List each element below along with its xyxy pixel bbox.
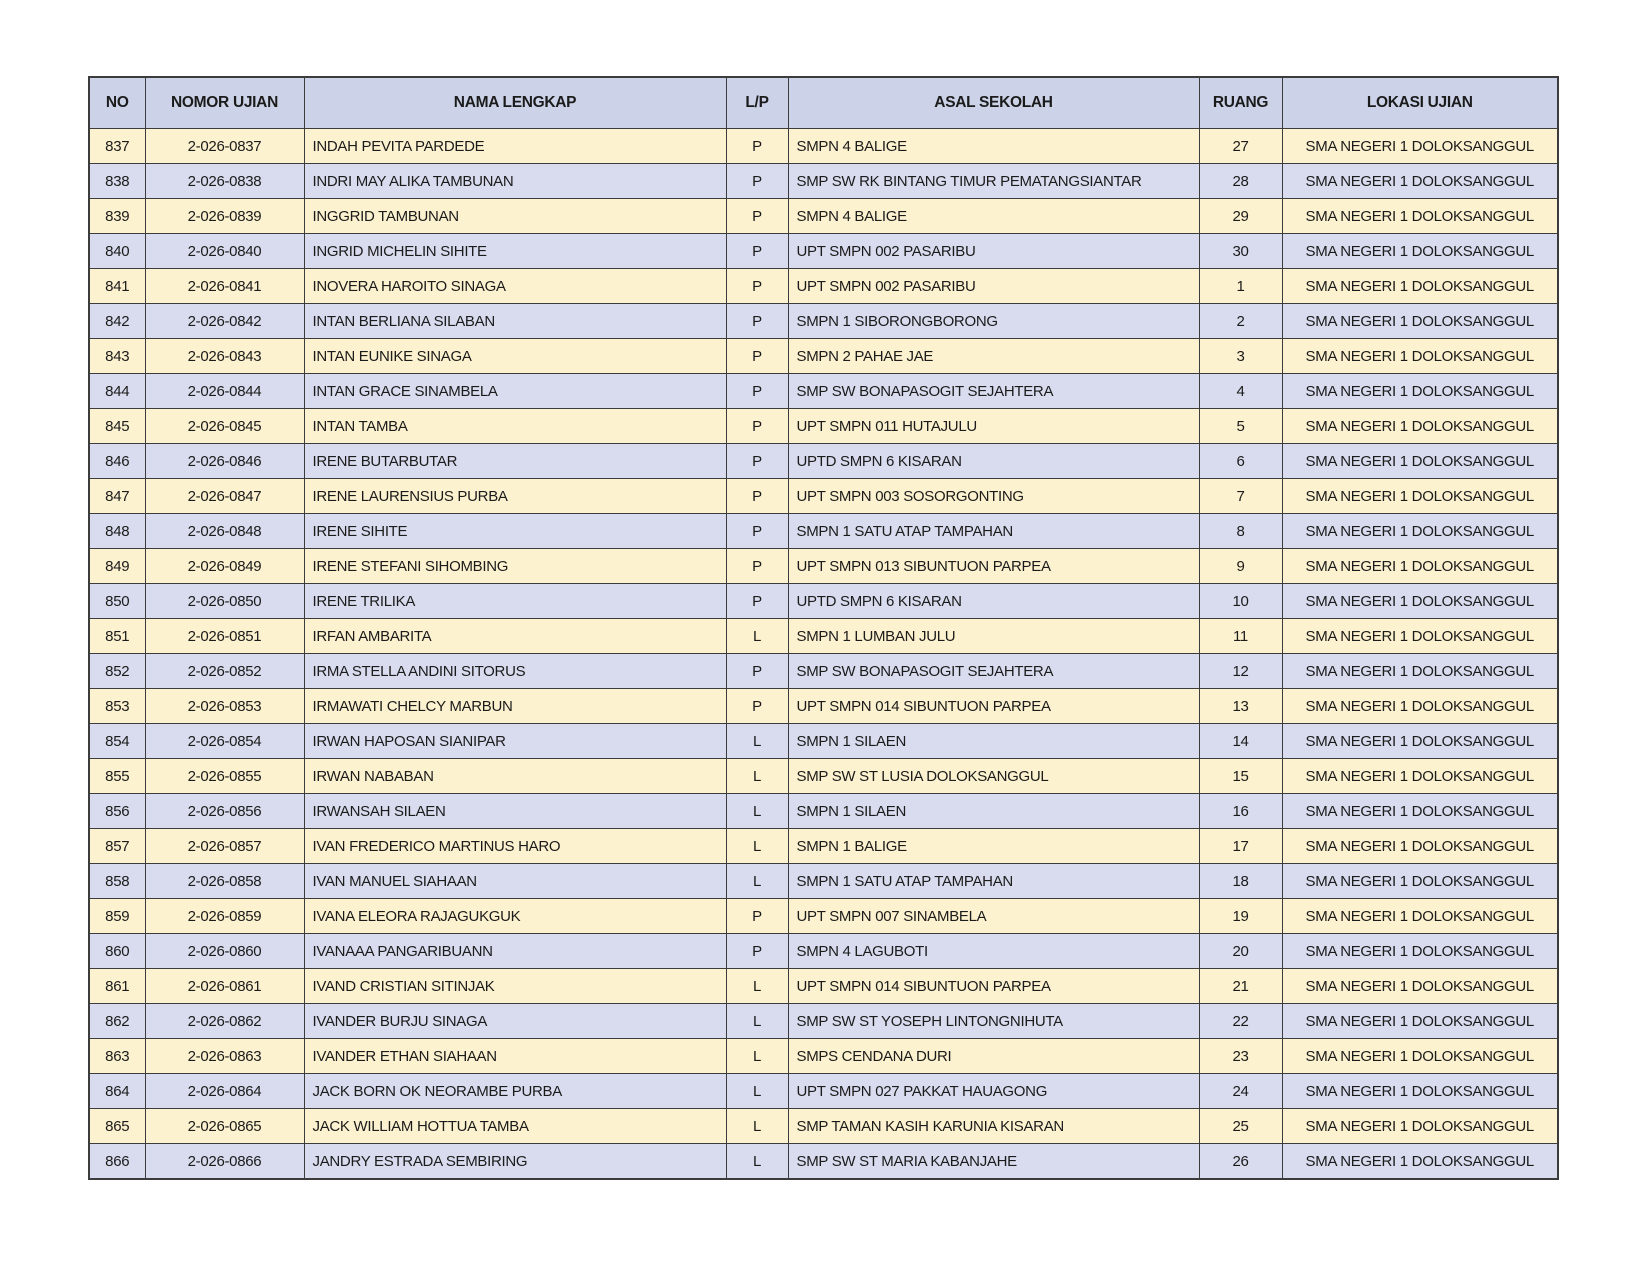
cell-sekolah: UPT SMPN 002 PASARIBU [788, 269, 1199, 304]
cell-lp: P [726, 129, 788, 164]
cell-sekolah: SMPN 1 SILAEN [788, 794, 1199, 829]
exam-participant-table [88, 76, 1559, 1180]
cell-ruang: 19 [1199, 899, 1282, 934]
cell-no: 866 [89, 1144, 145, 1180]
cell-ruang: 13 [1199, 689, 1282, 724]
cell-sekolah: SMP TAMAN KASIH KARUNIA KISARAN [788, 1109, 1199, 1144]
cell-ruang: 28 [1199, 164, 1282, 199]
cell-nomor: 2-026-0849 [145, 549, 304, 584]
cell-sekolah: SMPN 1 SATU ATAP TAMPAHAN [788, 864, 1199, 899]
cell-no: 843 [89, 339, 145, 374]
cell-ruang: 20 [1199, 934, 1282, 969]
cell-nomor: 2-026-0857 [145, 829, 304, 864]
cell-nama: IVANDER ETHAN SIAHAAN [304, 1039, 726, 1074]
cell-lokasi: SMA NEGERI 1 DOLOKSANGGUL [1282, 619, 1558, 654]
table-row [89, 514, 1558, 549]
cell-no: 861 [89, 969, 145, 1004]
cell-ruang: 4 [1199, 374, 1282, 409]
cell-nomor: 2-026-0842 [145, 304, 304, 339]
table-row [89, 584, 1558, 619]
cell-nomor: 2-026-0860 [145, 934, 304, 969]
cell-no: 857 [89, 829, 145, 864]
cell-lp: P [726, 479, 788, 514]
cell-lokasi: SMA NEGERI 1 DOLOKSANGGUL [1282, 584, 1558, 619]
cell-sekolah: UPT SMPN 013 SIBUNTUON PARPEA [788, 549, 1199, 584]
cell-nama: IVAND CRISTIAN SITINJAK [304, 969, 726, 1004]
cell-lokasi: SMA NEGERI 1 DOLOKSANGGUL [1282, 549, 1558, 584]
cell-lokasi: SMA NEGERI 1 DOLOKSANGGUL [1282, 234, 1558, 269]
cell-lp: P [726, 374, 788, 409]
cell-lokasi: SMA NEGERI 1 DOLOKSANGGUL [1282, 724, 1558, 759]
cell-lp: P [726, 654, 788, 689]
cell-ruang: 11 [1199, 619, 1282, 654]
cell-no: 864 [89, 1074, 145, 1109]
cell-lokasi: SMA NEGERI 1 DOLOKSANGGUL [1282, 759, 1558, 794]
cell-nomor: 2-026-0847 [145, 479, 304, 514]
cell-nama: IRENE TRILIKA [304, 584, 726, 619]
cell-sekolah: UPT SMPN 007 SINAMBELA [788, 899, 1199, 934]
cell-nama: INGGRID TAMBUNAN [304, 199, 726, 234]
cell-no: 862 [89, 1004, 145, 1039]
cell-lp: P [726, 199, 788, 234]
table-row [89, 829, 1558, 864]
column-header-nama: NAMA LENGKAP [304, 77, 726, 129]
cell-nama: INGRID MICHELIN SIHITE [304, 234, 726, 269]
cell-lokasi: SMA NEGERI 1 DOLOKSANGGUL [1282, 899, 1558, 934]
table-row [89, 794, 1558, 829]
cell-no: 845 [89, 409, 145, 444]
column-header-lp: L/P [726, 77, 788, 129]
cell-lp: L [726, 1039, 788, 1074]
cell-nama: JACK BORN OK NEORAMBE PURBA [304, 1074, 726, 1109]
cell-lokasi: SMA NEGERI 1 DOLOKSANGGUL [1282, 129, 1558, 164]
table-row [89, 129, 1558, 164]
cell-nama: IRWAN HAPOSAN SIANIPAR [304, 724, 726, 759]
cell-no: 852 [89, 654, 145, 689]
cell-lokasi: SMA NEGERI 1 DOLOKSANGGUL [1282, 304, 1558, 339]
table-row [89, 339, 1558, 374]
cell-lp: P [726, 234, 788, 269]
cell-nomor: 2-026-0855 [145, 759, 304, 794]
table-body [89, 129, 1558, 1180]
cell-lokasi: SMA NEGERI 1 DOLOKSANGGUL [1282, 864, 1558, 899]
cell-ruang: 7 [1199, 479, 1282, 514]
cell-nama: INTAN BERLIANA SILABAN [304, 304, 726, 339]
cell-sekolah: UPT SMPN 027 PAKKAT HAUAGONG [788, 1074, 1199, 1109]
cell-sekolah: UPT SMPN 003 SOSORGONTING [788, 479, 1199, 514]
cell-ruang: 12 [1199, 654, 1282, 689]
cell-sekolah: UPT SMPN 014 SIBUNTUON PARPEA [788, 969, 1199, 1004]
table-row [89, 1144, 1558, 1180]
cell-no: 855 [89, 759, 145, 794]
cell-lokasi: SMA NEGERI 1 DOLOKSANGGUL [1282, 1109, 1558, 1144]
cell-lp: P [726, 689, 788, 724]
cell-nomor: 2-026-0844 [145, 374, 304, 409]
cell-ruang: 22 [1199, 1004, 1282, 1039]
cell-lp: P [726, 304, 788, 339]
cell-nomor: 2-026-0852 [145, 654, 304, 689]
cell-nama: INTAN GRACE SINAMBELA [304, 374, 726, 409]
cell-lp: L [726, 724, 788, 759]
table-row [89, 1004, 1558, 1039]
cell-sekolah: SMPN 1 LUMBAN JULU [788, 619, 1199, 654]
cell-nomor: 2-026-0846 [145, 444, 304, 479]
cell-lokasi: SMA NEGERI 1 DOLOKSANGGUL [1282, 1144, 1558, 1180]
cell-nomor: 2-026-0843 [145, 339, 304, 374]
cell-lp: L [726, 1004, 788, 1039]
cell-nama: IRWAN NABABAN [304, 759, 726, 794]
table-row [89, 444, 1558, 479]
cell-sekolah: SMP SW RK BINTANG TIMUR PEMATANGSIANTAR [788, 164, 1199, 199]
cell-lokasi: SMA NEGERI 1 DOLOKSANGGUL [1282, 1004, 1558, 1039]
cell-sekolah: SMPN 4 BALIGE [788, 199, 1199, 234]
cell-lp: P [726, 339, 788, 374]
table-row [89, 479, 1558, 514]
cell-lp: P [726, 549, 788, 584]
cell-no: 844 [89, 374, 145, 409]
cell-no: 840 [89, 234, 145, 269]
cell-sekolah: SMPS CENDANA DURI [788, 1039, 1199, 1074]
cell-lokasi: SMA NEGERI 1 DOLOKSANGGUL [1282, 794, 1558, 829]
cell-nomor: 2-026-0841 [145, 269, 304, 304]
cell-nomor: 2-026-0840 [145, 234, 304, 269]
table-row [89, 409, 1558, 444]
cell-no: 865 [89, 1109, 145, 1144]
cell-nomor: 2-026-0859 [145, 899, 304, 934]
cell-nama: IVANDER BURJU SINAGA [304, 1004, 726, 1039]
table-row [89, 234, 1558, 269]
cell-sekolah: SMPN 1 SILAEN [788, 724, 1199, 759]
cell-nomor: 2-026-0863 [145, 1039, 304, 1074]
table-row [89, 864, 1558, 899]
column-header-lokasi: LOKASI UJIAN [1282, 77, 1558, 129]
cell-ruang: 15 [1199, 759, 1282, 794]
cell-ruang: 3 [1199, 339, 1282, 374]
table-row [89, 164, 1558, 199]
cell-ruang: 26 [1199, 1144, 1282, 1180]
cell-no: 856 [89, 794, 145, 829]
cell-nomor: 2-026-0845 [145, 409, 304, 444]
cell-ruang: 16 [1199, 794, 1282, 829]
cell-lp: P [726, 514, 788, 549]
cell-sekolah: SMPN 1 SATU ATAP TAMPAHAN [788, 514, 1199, 549]
table-row [89, 934, 1558, 969]
cell-lokasi: SMA NEGERI 1 DOLOKSANGGUL [1282, 409, 1558, 444]
cell-nama: INDRI MAY ALIKA TAMBUNAN [304, 164, 726, 199]
cell-no: 837 [89, 129, 145, 164]
cell-nomor: 2-026-0858 [145, 864, 304, 899]
cell-nomor: 2-026-0839 [145, 199, 304, 234]
cell-nama: INOVERA HAROITO SINAGA [304, 269, 726, 304]
table-row [89, 269, 1558, 304]
column-header-no: NO [89, 77, 145, 129]
cell-nomor: 2-026-0851 [145, 619, 304, 654]
cell-no: 849 [89, 549, 145, 584]
cell-ruang: 25 [1199, 1109, 1282, 1144]
cell-nama: IVANAAA PANGARIBUANN [304, 934, 726, 969]
cell-lp: L [726, 1074, 788, 1109]
cell-ruang: 10 [1199, 584, 1282, 619]
cell-lokasi: SMA NEGERI 1 DOLOKSANGGUL [1282, 1039, 1558, 1074]
cell-ruang: 24 [1199, 1074, 1282, 1109]
cell-nama: INDAH PEVITA PARDEDE [304, 129, 726, 164]
cell-sekolah: SMP SW ST YOSEPH LINTONGNIHUTA [788, 1004, 1199, 1039]
cell-lokasi: SMA NEGERI 1 DOLOKSANGGUL [1282, 1074, 1558, 1109]
cell-nama: JANDRY ESTRADA SEMBIRING [304, 1144, 726, 1180]
cell-nama: IRMAWATI CHELCY MARBUN [304, 689, 726, 724]
table-row [89, 199, 1558, 234]
cell-sekolah: SMP SW ST MARIA KABANJAHE [788, 1144, 1199, 1180]
cell-sekolah: SMPN 4 BALIGE [788, 129, 1199, 164]
cell-ruang: 2 [1199, 304, 1282, 339]
cell-no: 859 [89, 899, 145, 934]
cell-lp: L [726, 864, 788, 899]
cell-nomor: 2-026-0838 [145, 164, 304, 199]
cell-no: 858 [89, 864, 145, 899]
cell-lp: P [726, 934, 788, 969]
cell-nama: IRENE SIHITE [304, 514, 726, 549]
cell-sekolah: UPTD SMPN 6 KISARAN [788, 584, 1199, 619]
cell-sekolah: UPT SMPN 002 PASARIBU [788, 234, 1199, 269]
cell-no: 842 [89, 304, 145, 339]
cell-lp: L [726, 1109, 788, 1144]
cell-lp: P [726, 409, 788, 444]
table-header-row [89, 77, 1558, 129]
cell-nama: IRENE LAURENSIUS PURBA [304, 479, 726, 514]
cell-sekolah: SMP SW ST LUSIA DOLOKSANGGUL [788, 759, 1199, 794]
cell-ruang: 8 [1199, 514, 1282, 549]
cell-nama: JACK WILLIAM HOTTUA TAMBA [304, 1109, 726, 1144]
cell-ruang: 1 [1199, 269, 1282, 304]
cell-lokasi: SMA NEGERI 1 DOLOKSANGGUL [1282, 689, 1558, 724]
cell-ruang: 9 [1199, 549, 1282, 584]
column-header-ruang: RUANG [1199, 77, 1282, 129]
table-row [89, 724, 1558, 759]
cell-lokasi: SMA NEGERI 1 DOLOKSANGGUL [1282, 479, 1558, 514]
cell-nomor: 2-026-0862 [145, 1004, 304, 1039]
column-header-sekolah: ASAL SEKOLAH [788, 77, 1199, 129]
table-row [89, 1074, 1558, 1109]
cell-sekolah: SMP SW BONAPASOGIT SEJAHTERA [788, 654, 1199, 689]
cell-ruang: 6 [1199, 444, 1282, 479]
cell-nama: INTAN EUNIKE SINAGA [304, 339, 726, 374]
cell-nama: IRMA STELLA ANDINI SITORUS [304, 654, 726, 689]
cell-lp: P [726, 444, 788, 479]
cell-nomor: 2-026-0848 [145, 514, 304, 549]
cell-sekolah: UPTD SMPN 6 KISARAN [788, 444, 1199, 479]
cell-ruang: 27 [1199, 129, 1282, 164]
cell-nomor: 2-026-0854 [145, 724, 304, 759]
cell-no: 838 [89, 164, 145, 199]
cell-ruang: 14 [1199, 724, 1282, 759]
cell-no: 846 [89, 444, 145, 479]
cell-nomor: 2-026-0837 [145, 129, 304, 164]
cell-no: 860 [89, 934, 145, 969]
cell-lp: P [726, 899, 788, 934]
cell-lokasi: SMA NEGERI 1 DOLOKSANGGUL [1282, 934, 1558, 969]
table-row [89, 1109, 1558, 1144]
cell-ruang: 18 [1199, 864, 1282, 899]
cell-sekolah: SMPN 2 PAHAE JAE [788, 339, 1199, 374]
cell-no: 848 [89, 514, 145, 549]
cell-no: 851 [89, 619, 145, 654]
table-row [89, 1039, 1558, 1074]
cell-nomor: 2-026-0865 [145, 1109, 304, 1144]
column-header-nomor: NOMOR UJIAN [145, 77, 304, 129]
cell-lp: L [726, 1144, 788, 1180]
cell-no: 853 [89, 689, 145, 724]
table-row [89, 899, 1558, 934]
cell-lp: P [726, 164, 788, 199]
cell-ruang: 23 [1199, 1039, 1282, 1074]
cell-sekolah: SMPN 1 SIBORONGBORONG [788, 304, 1199, 339]
table-row [89, 304, 1558, 339]
cell-no: 854 [89, 724, 145, 759]
cell-nama: IVAN FREDERICO MARTINUS HARO [304, 829, 726, 864]
cell-lp: P [726, 269, 788, 304]
cell-lp: L [726, 969, 788, 1004]
cell-nama: IVAN MANUEL SIAHAAN [304, 864, 726, 899]
cell-nomor: 2-026-0861 [145, 969, 304, 1004]
cell-nama: IVANA ELEORA RAJAGUKGUK [304, 899, 726, 934]
cell-ruang: 21 [1199, 969, 1282, 1004]
cell-sekolah: SMPN 1 BALIGE [788, 829, 1199, 864]
cell-lokasi: SMA NEGERI 1 DOLOKSANGGUL [1282, 164, 1558, 199]
table-header [89, 77, 1558, 129]
cell-ruang: 29 [1199, 199, 1282, 234]
table-row [89, 759, 1558, 794]
cell-nama: IRFAN AMBARITA [304, 619, 726, 654]
cell-nomor: 2-026-0850 [145, 584, 304, 619]
table-row [89, 619, 1558, 654]
cell-lokasi: SMA NEGERI 1 DOLOKSANGGUL [1282, 269, 1558, 304]
cell-lokasi: SMA NEGERI 1 DOLOKSANGGUL [1282, 654, 1558, 689]
cell-lokasi: SMA NEGERI 1 DOLOKSANGGUL [1282, 444, 1558, 479]
cell-lp: L [726, 829, 788, 864]
cell-ruang: 30 [1199, 234, 1282, 269]
table-row [89, 654, 1558, 689]
cell-nama: IRWANSAH SILAEN [304, 794, 726, 829]
cell-no: 847 [89, 479, 145, 514]
cell-lp: P [726, 584, 788, 619]
cell-sekolah: UPT SMPN 011 HUTAJULU [788, 409, 1199, 444]
cell-sekolah: UPT SMPN 014 SIBUNTUON PARPEA [788, 689, 1199, 724]
cell-sekolah: SMP SW BONAPASOGIT SEJAHTERA [788, 374, 1199, 409]
cell-lokasi: SMA NEGERI 1 DOLOKSANGGUL [1282, 829, 1558, 864]
table-row [89, 374, 1558, 409]
cell-no: 841 [89, 269, 145, 304]
cell-nama: IRENE STEFANI SIHOMBING [304, 549, 726, 584]
cell-lokasi: SMA NEGERI 1 DOLOKSANGGUL [1282, 969, 1558, 1004]
cell-nama: INTAN TAMBA [304, 409, 726, 444]
table-row [89, 969, 1558, 1004]
cell-lokasi: SMA NEGERI 1 DOLOKSANGGUL [1282, 339, 1558, 374]
cell-ruang: 17 [1199, 829, 1282, 864]
cell-nomor: 2-026-0853 [145, 689, 304, 724]
cell-lokasi: SMA NEGERI 1 DOLOKSANGGUL [1282, 374, 1558, 409]
cell-lokasi: SMA NEGERI 1 DOLOKSANGGUL [1282, 199, 1558, 234]
cell-lp: L [726, 619, 788, 654]
cell-ruang: 5 [1199, 409, 1282, 444]
cell-lp: L [726, 794, 788, 829]
cell-lokasi: SMA NEGERI 1 DOLOKSANGGUL [1282, 514, 1558, 549]
cell-no: 850 [89, 584, 145, 619]
cell-no: 863 [89, 1039, 145, 1074]
table-row [89, 689, 1558, 724]
cell-sekolah: SMPN 4 LAGUBOTI [788, 934, 1199, 969]
cell-lp: L [726, 759, 788, 794]
cell-nama: IRENE BUTARBUTAR [304, 444, 726, 479]
cell-no: 839 [89, 199, 145, 234]
cell-nomor: 2-026-0866 [145, 1144, 304, 1180]
table-row [89, 549, 1558, 584]
cell-nomor: 2-026-0856 [145, 794, 304, 829]
cell-nomor: 2-026-0864 [145, 1074, 304, 1109]
